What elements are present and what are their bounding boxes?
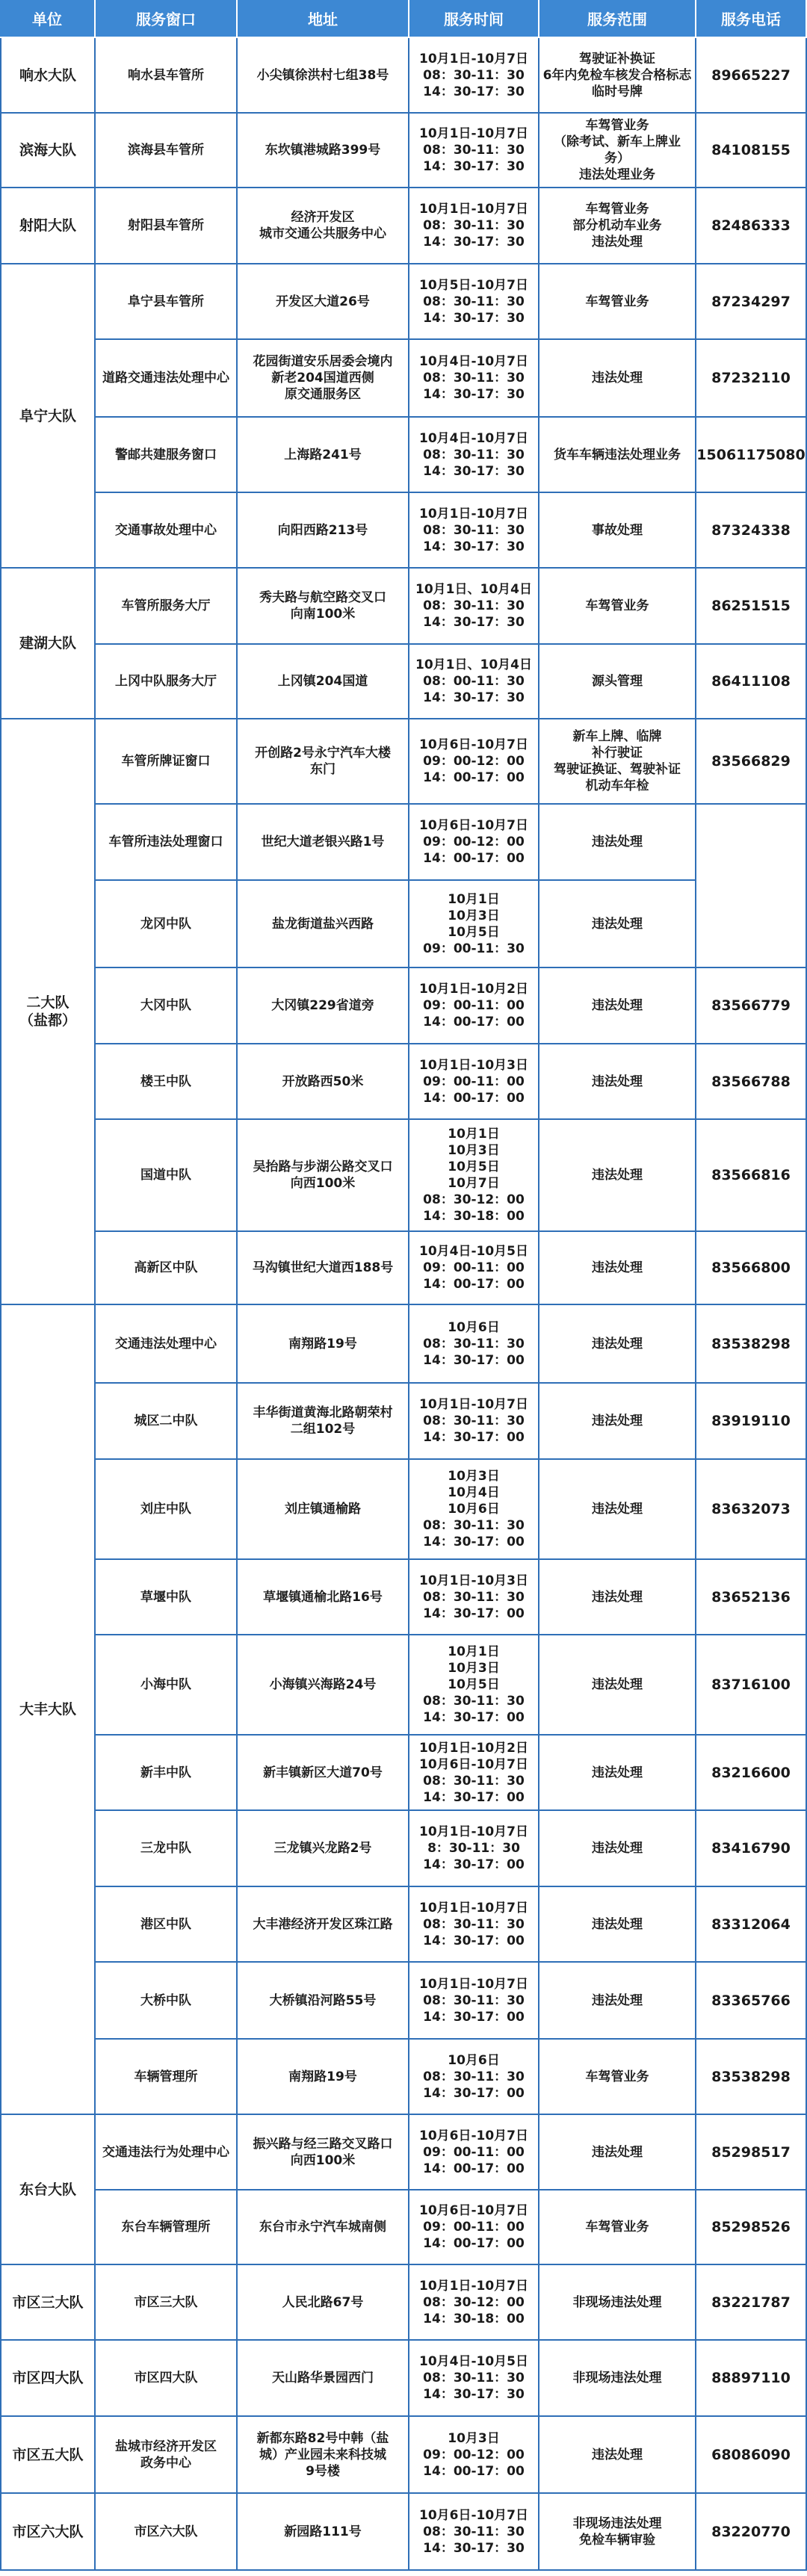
address-cell: 南翔路19号 xyxy=(238,2040,409,2115)
scope-cell: 车驾管业务 xyxy=(539,569,696,645)
window-cell: 警邮共建服务窗口 xyxy=(96,418,238,493)
address-cell: 振兴路与经三路交叉路口 向西100米 xyxy=(238,2115,409,2190)
address-cell: 新都东路82号中韩（盐 城）产业园未来科技城 9号楼 xyxy=(238,2417,409,2494)
window-cell: 国道中队 xyxy=(96,1120,238,1232)
address-cell: 天山路华景园西门 xyxy=(238,2341,409,2417)
address-cell: 经济开发区 城市交通公共服务中心 xyxy=(238,188,409,264)
window-cell: 城区二中队 xyxy=(96,1384,238,1460)
phone-cell: 83566816 xyxy=(696,1120,807,1232)
address-cell: 刘庄镇通榆路 xyxy=(238,1460,409,1560)
unit-cell: 响水大队 xyxy=(0,38,96,114)
address-cell: 开创路2号永宁汽车大楼 东门 xyxy=(238,719,409,805)
time-cell: 10月5日-10月7日 08：30-11：30 14：30-17：30 xyxy=(409,264,539,340)
phone-cell: 87232110 xyxy=(696,340,807,418)
phone-cell: 83221787 xyxy=(696,2265,807,2341)
phone-cell: 83652136 xyxy=(696,1560,807,1635)
scope-cell: 非现场违法处理 xyxy=(539,2341,696,2417)
window-cell: 大冈中队 xyxy=(96,968,238,1044)
scope-cell: 事故处理 xyxy=(539,493,696,569)
window-cell: 车辆管理所 xyxy=(96,2040,238,2115)
time-cell: 10月1日-10月3日 08：30-11：30 14：30-17：00 xyxy=(409,1560,539,1635)
address-cell: 开发区大道26号 xyxy=(238,264,409,340)
address-cell: 秀夫路与航空路交叉口 向南100米 xyxy=(238,569,409,645)
phone-cell: 83416790 xyxy=(696,1811,807,1887)
time-cell: 10月1日-10月7日 08：30-12：00 14：30-18：00 xyxy=(409,2265,539,2341)
address-cell: 草堰镇通榆北路16号 xyxy=(238,1560,409,1635)
unit-cell: 东台大队 xyxy=(0,2115,96,2265)
window-cell: 市区三大队 xyxy=(96,2265,238,2341)
phone-cell: 15061175080 xyxy=(696,418,807,493)
window-cell: 市区六大队 xyxy=(96,2494,238,2571)
unit-cell: 市区四大队 xyxy=(0,2341,96,2417)
scope-cell: 违法处理 xyxy=(539,1232,696,1305)
phone-cell: 84108155 xyxy=(696,114,807,188)
time-cell: 10月4日-10月5日 09：00-11：00 14：00-17：00 xyxy=(409,1232,539,1305)
time-cell: 10月6日-10月7日 09：00-12：00 14：00-17：00 xyxy=(409,805,539,881)
window-cell: 楼王中队 xyxy=(96,1044,238,1120)
scope-cell: 违法处理 xyxy=(539,1963,696,2040)
scope-cell: 违法处理 xyxy=(539,1120,696,1232)
address-cell: 南翔路19号 xyxy=(238,1305,409,1384)
address-cell: 人民北路67号 xyxy=(238,2265,409,2341)
unit-cell: 滨海大队 xyxy=(0,114,96,188)
time-cell: 10月1日-10月7日 08：30-11：30 14：30-17：30 xyxy=(409,114,539,188)
time-cell: 10月1日-10月7日 08：30-11：30 14：30-17：00 xyxy=(409,1887,539,1963)
scope-cell: 违法处理 xyxy=(539,881,696,968)
time-cell: 10月1日 10月3日 10月5日 10月7日 08：30-12：00 14：30-18：00 xyxy=(409,1120,539,1232)
time-cell: 10月1日-10月7日 08：30-11：30 14：30-17：30 xyxy=(409,493,539,569)
scope-cell: 违法处理 xyxy=(539,2417,696,2494)
address-cell: 新园路111号 xyxy=(238,2494,409,2571)
window-cell: 港区中队 xyxy=(96,1887,238,1963)
header-window: 服务窗口 xyxy=(96,0,238,38)
time-cell: 10月4日-10月7日 08：30-11：30 14：30-17：30 xyxy=(409,340,539,418)
address-cell: 向阳西路213号 xyxy=(238,493,409,569)
address-cell: 马沟镇世纪大道西188号 xyxy=(238,1232,409,1305)
scope-cell: 违法处理 xyxy=(539,1560,696,1635)
window-cell: 高新区中队 xyxy=(96,1232,238,1305)
time-cell: 10月6日 08：30-11：30 14：30-17：00 xyxy=(409,1305,539,1384)
time-cell: 10月6日-10月7日 08：30-11：30 14：30-17：30 xyxy=(409,2494,539,2571)
time-cell: 10月4日-10月7日 08：30-11：30 14：30-17：30 xyxy=(409,418,539,493)
phone-cell: 83632073 xyxy=(696,1460,807,1560)
scope-cell: 新车上牌、临牌 补行驶证 驾驶证换证、驾驶补证 机动车年检 xyxy=(539,719,696,805)
address-cell: 小海镇兴海路24号 xyxy=(238,1635,409,1736)
window-cell: 射阳县车管所 xyxy=(96,188,238,264)
time-cell: 10月6日-10月7日 09：00-11：00 14：00-17：00 xyxy=(409,2115,539,2190)
address-cell: 开放路西50米 xyxy=(238,1044,409,1120)
phone-cell: 83716100 xyxy=(696,1635,807,1736)
scope-cell: 违法处理 xyxy=(539,805,696,881)
window-cell: 龙冈中队 xyxy=(96,881,238,968)
time-cell: 10月1日-10月7日 08：30-11：30 14：30-17：00 xyxy=(409,1384,539,1460)
scope-cell: 非现场违法处理 免检车辆审验 xyxy=(539,2494,696,2571)
window-cell: 交通事故处理中心 xyxy=(96,493,238,569)
scope-cell: 车驾管业务 部分机动车业务 违法处理 xyxy=(539,188,696,264)
address-cell: 大桥镇沿河路55号 xyxy=(238,1963,409,2040)
scope-cell: 违法处理 xyxy=(539,968,696,1044)
window-cell: 市区四大队 xyxy=(96,2341,238,2417)
phone-cell: 88897110 xyxy=(696,2341,807,2417)
scope-cell: 车驾管业务 xyxy=(539,2190,696,2265)
address-cell: 丰华街道黄海北路朝荣村 二组102号 xyxy=(238,1384,409,1460)
time-cell: 10月1日-10月2日 10月6日-10月7日 08：30-11：30 14：30-17：00 xyxy=(409,1736,539,1811)
scope-cell: 非现场违法处理 xyxy=(539,2265,696,2341)
address-cell: 上海路241号 xyxy=(238,418,409,493)
header-unit: 单位 xyxy=(0,0,96,38)
address-cell: 花园街道安乐居委会境内 新老204国道西侧 原交通服务区 xyxy=(238,340,409,418)
scope-cell: 车驾管业务 xyxy=(539,2040,696,2115)
scope-cell: 源头管理 xyxy=(539,645,696,719)
window-cell: 车管所牌证窗口 xyxy=(96,719,238,805)
phone-cell: 83220770 xyxy=(696,2494,807,2571)
phone-cell: 82486333 xyxy=(696,188,807,264)
phone-cell: 89665227 xyxy=(696,38,807,114)
time-cell: 10月1日-10月3日 09：00-11：00 14：00-17：00 xyxy=(409,1044,539,1120)
window-cell: 道路交通违法处理中心 xyxy=(96,340,238,418)
phone-cell: 86251515 xyxy=(696,569,807,645)
phone-cell: 85298517 xyxy=(696,2115,807,2190)
time-cell: 10月3日 09：00-12：00 14：00-17：00 xyxy=(409,2417,539,2494)
window-cell: 大桥中队 xyxy=(96,1963,238,2040)
header-scope: 服务范围 xyxy=(539,0,696,38)
address-cell: 大丰港经济开发区珠江路 xyxy=(238,1887,409,1963)
address-cell: 盐龙街道盐兴西路 xyxy=(238,881,409,968)
unit-cell: 市区三大队 xyxy=(0,2265,96,2341)
window-cell: 草堰中队 xyxy=(96,1560,238,1635)
time-cell: 10月4日-10月5日 08：30-11：30 14：30-17：30 xyxy=(409,2341,539,2417)
phone-cell: 86411108 xyxy=(696,645,807,719)
phone-cell: 83919110 xyxy=(696,1384,807,1460)
window-cell: 盐城市经济开发区 政务中心 xyxy=(96,2417,238,2494)
window-cell: 刘庄中队 xyxy=(96,1460,238,1560)
phone-cell: 83216600 xyxy=(696,1736,807,1811)
phone-cell: 83566779 xyxy=(696,968,807,1044)
scope-cell: 违法处理 xyxy=(539,1460,696,1560)
window-cell: 交通违法处理中心 xyxy=(96,1305,238,1384)
phone-cell: 85298526 xyxy=(696,2190,807,2265)
time-cell: 10月1日-10月7日 8：30-11：30 14：30-17：00 xyxy=(409,1811,539,1887)
window-cell: 阜宁县车管所 xyxy=(96,264,238,340)
address-cell: 世纪大道老银兴路1号 xyxy=(238,805,409,881)
address-cell: 小尖镇徐洪村七组38号 xyxy=(238,38,409,114)
time-cell: 10月1日、10月4日 08：30-11：30 14：30-17：30 xyxy=(409,569,539,645)
window-cell: 车管所违法处理窗口 xyxy=(96,805,238,881)
scope-cell: 违法处理 xyxy=(539,1887,696,1963)
window-cell: 新丰中队 xyxy=(96,1736,238,1811)
window-cell: 滨海县车管所 xyxy=(96,114,238,188)
scope-cell: 违法处理 xyxy=(539,1044,696,1120)
time-cell: 10月6日-10月7日 09：00-12：00 14：00-17：00 xyxy=(409,719,539,805)
address-cell: 三龙镇兴龙路2号 xyxy=(238,1811,409,1887)
window-cell: 车管所服务大厅 xyxy=(96,569,238,645)
window-cell: 东台车辆管理所 xyxy=(96,2190,238,2265)
time-cell: 10月1日 10月3日 10月5日 09：00-11：30 xyxy=(409,881,539,968)
unit-cell: 二大队 （盐都） xyxy=(0,719,96,1305)
phone-cell: 83365766 xyxy=(696,1963,807,2040)
scope-cell: 违法处理 xyxy=(539,1384,696,1460)
unit-cell: 大丰大队 xyxy=(0,1305,96,2115)
scope-cell: 违法处理 xyxy=(539,1305,696,1384)
scope-cell: 违法处理 xyxy=(539,1635,696,1736)
phone-cell: 87234297 xyxy=(696,264,807,340)
time-cell: 10月3日 10月4日 10月6日 08：30-11：30 14：30-17：00 xyxy=(409,1460,539,1560)
scope-cell: 车驾管业务 xyxy=(539,264,696,340)
unit-cell: 市区六大队 xyxy=(0,2494,96,2571)
time-cell: 10月1日-10月7日 08：30-11：30 14：30-17：30 xyxy=(409,188,539,264)
time-cell: 10月6日-10月7日 09：00-11：00 14：00-17：00 xyxy=(409,2190,539,2265)
time-cell: 10月1日-10月7日 08：30-11：30 14：30-17：00 xyxy=(409,1963,539,2040)
phone-cell: 68086090 xyxy=(696,2417,807,2494)
unit-cell: 建湖大队 xyxy=(0,569,96,719)
scope-cell: 违法处理 xyxy=(539,1736,696,1811)
window-cell: 小海中队 xyxy=(96,1635,238,1736)
phone-cell: 83566788 xyxy=(696,1044,807,1120)
time-cell: 10月1日-10月2日 09：00-11：00 14：00-17：00 xyxy=(409,968,539,1044)
scope-cell: 货车车辆违法处理业务 xyxy=(539,418,696,493)
time-cell: 10月1日 10月3日 10月5日 08：30-11：30 14：30-17：00 xyxy=(409,1635,539,1736)
phone-cell: 83566829 xyxy=(696,719,807,805)
time-cell: 10月1日-10月7日 08：30-11：30 14：30-17：30 xyxy=(409,38,539,114)
window-cell: 上冈中队服务大厅 xyxy=(96,645,238,719)
time-cell: 10月6日 08：30-11：30 14：30-17：00 xyxy=(409,2040,539,2115)
phone-cell xyxy=(696,805,807,968)
phone-cell: 83566800 xyxy=(696,1232,807,1305)
address-cell: 东台市永宁汽车城南侧 xyxy=(238,2190,409,2265)
phone-cell: 83538298 xyxy=(696,2040,807,2115)
header-phone: 服务电话 xyxy=(696,0,807,38)
header-address: 地址 xyxy=(238,0,409,38)
address-cell: 大冈镇229省道旁 xyxy=(238,968,409,1044)
unit-cell: 射阳大队 xyxy=(0,188,96,264)
address-cell: 东坎镇港城路399号 xyxy=(238,114,409,188)
time-cell: 10月1日、10月4日 08：00-11：30 14：30-17：30 xyxy=(409,645,539,719)
header-time: 服务时间 xyxy=(409,0,539,38)
address-cell: 新丰镇新区大道70号 xyxy=(238,1736,409,1811)
unit-cell: 阜宁大队 xyxy=(0,264,96,569)
address-cell: 吴抬路与步湖公路交叉口 向西100米 xyxy=(238,1120,409,1232)
address-cell: 上冈镇204国道 xyxy=(238,645,409,719)
scope-cell: 违法处理 xyxy=(539,340,696,418)
scope-cell: 驾驶证补换证 6年内免检车核发合格标志 临时号牌 xyxy=(539,38,696,114)
window-cell: 三龙中队 xyxy=(96,1811,238,1887)
window-cell: 响水县车管所 xyxy=(96,38,238,114)
scope-cell: 违法处理 xyxy=(539,2115,696,2190)
scope-cell: 车驾管业务 （除考试、新车上牌业务） 违法处理业务 xyxy=(539,114,696,188)
phone-cell: 83538298 xyxy=(696,1305,807,1384)
scope-cell: 违法处理 xyxy=(539,1811,696,1887)
window-cell: 交通违法行为处理中心 xyxy=(96,2115,238,2190)
phone-cell: 87324338 xyxy=(696,493,807,569)
unit-cell: 市区五大队 xyxy=(0,2417,96,2494)
phone-cell: 83312064 xyxy=(696,1887,807,1963)
